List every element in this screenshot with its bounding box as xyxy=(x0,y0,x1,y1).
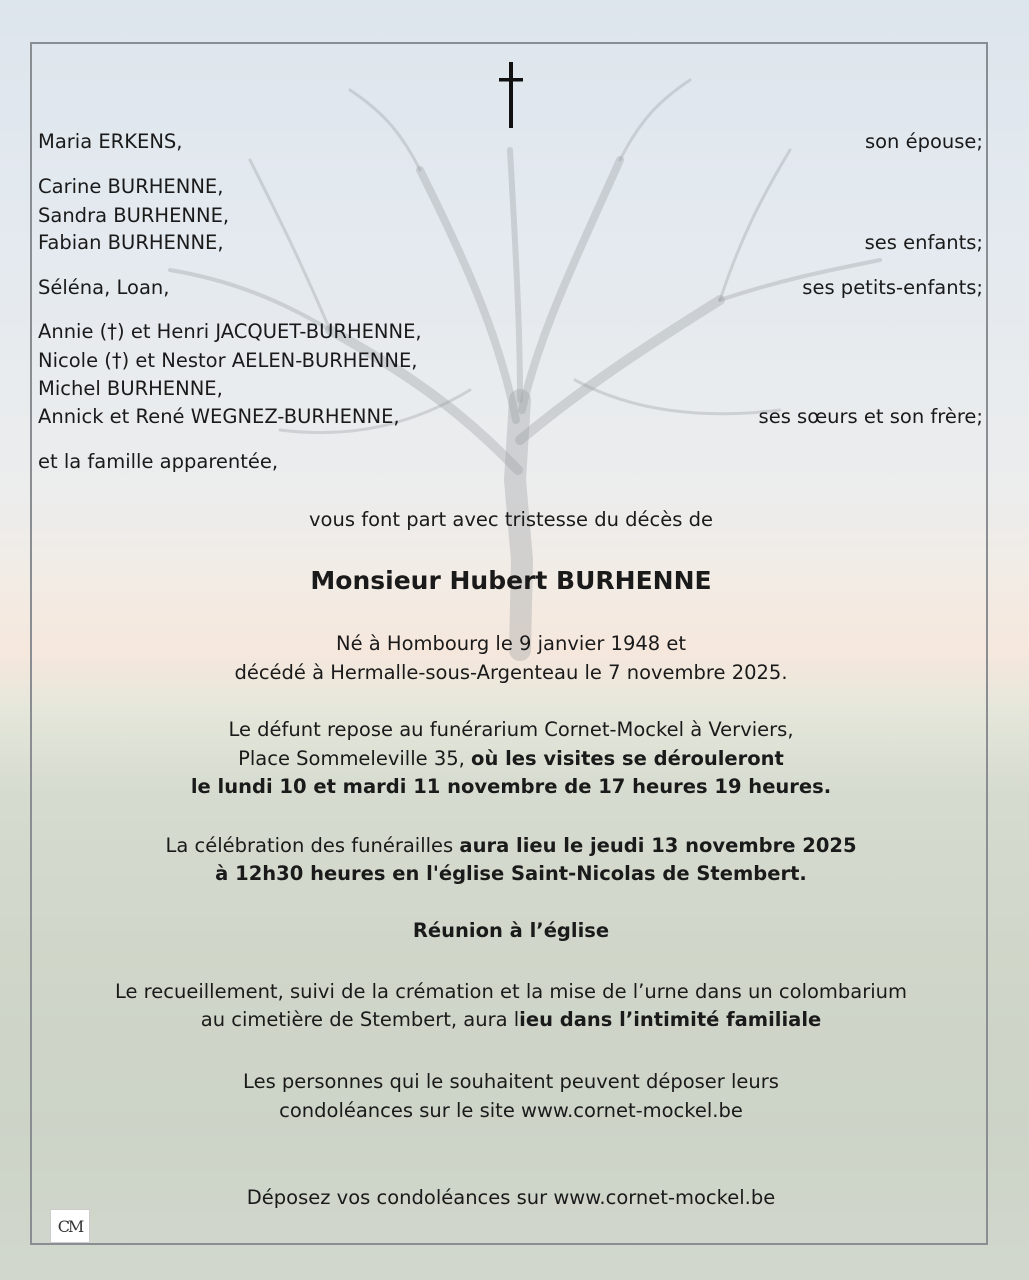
sibling-name-3: Michel BURHENNE, xyxy=(38,377,223,400)
extended-family: et la famille apparentée, xyxy=(38,450,279,473)
visitation-line-1: Le défunt repose au funérarium Cornet-Mockel à Verviers, xyxy=(228,718,794,741)
funeral-time-place: à 12h30 heures en l'église Saint-Nicolas de Stembert. xyxy=(215,862,807,885)
spouse-name: Maria ERKENS, xyxy=(38,130,183,153)
announcement-intro: vous font part avec tristesse du décès de xyxy=(309,508,713,531)
grandchildren-names: Séléna, Loan, xyxy=(38,276,170,299)
child-name-3: Fabian BURHENNE, xyxy=(38,231,224,254)
funeral-date: aura lieu le jeudi 13 novembre 2025 xyxy=(459,834,857,857)
visitation-line-2 xyxy=(30,747,992,770)
footer-condolences-link[interactable]: Déposez vos condoléances sur www.cornet-mockel.be xyxy=(246,1186,776,1209)
visitation-note: où les visites se dérouleront xyxy=(471,747,784,770)
child-name-2: Sandra BURHENNE, xyxy=(38,204,230,227)
deceased-name: Monsieur Hubert BURHENNE xyxy=(310,566,712,595)
sibling-name-4: Annick et René WEGNEZ-BURHENNE, xyxy=(38,405,400,428)
child-name-1: Carine BURHENNE, xyxy=(38,175,224,198)
grandchildren-row xyxy=(38,276,983,299)
cremation-place: au cimetière de Stembert, aura l xyxy=(200,1008,520,1031)
death-line: décédé à Hermalle-sous-Argenteau le 7 novembre 2025. xyxy=(234,661,788,684)
spouse-relation: son épouse; xyxy=(864,130,983,153)
sibling-name-2: Nicole (†) et Nestor AELEN-BURHENNE, xyxy=(38,349,418,372)
funeral-line-1 xyxy=(30,834,992,857)
cremation-line-1: Le recueillement, suivi de la crémation et la mise de l’urne dans un colombarium xyxy=(114,980,908,1003)
children-row xyxy=(38,231,983,254)
grandchildren-relation: ses petits-enfants; xyxy=(802,276,983,299)
children-relation: ses enfants; xyxy=(864,231,983,254)
visitation-schedule: le lundi 10 et mardi 11 novembre de 17 heures 19 heures. xyxy=(190,775,832,798)
sibling-name-1: Annie (†) et Henri JACQUET-BURHENNE, xyxy=(38,320,422,343)
condolences-line-2: condoléances sur le site www.cornet-mockel.be xyxy=(279,1099,743,1122)
siblings-relation: ses sœurs et son frère; xyxy=(758,405,983,428)
cornet-mockel-logo: CM xyxy=(50,1209,90,1243)
cross-icon xyxy=(495,62,527,128)
cremation-private: ieu dans l’intimité familiale xyxy=(519,1008,822,1031)
cremation-line-2 xyxy=(30,1008,992,1031)
spouse-row xyxy=(38,130,983,153)
condolences-line-1: Les personnes qui le souhaitent peuvent déposer leurs xyxy=(243,1070,779,1093)
visitation-address: Place Sommeleville 35, xyxy=(238,747,472,770)
funeral-intro: La célébration des funérailles xyxy=(165,834,460,857)
reunion-note: Réunion à l’église xyxy=(412,919,610,942)
birth-line: Né à Hombourg le 9 janvier 1948 et xyxy=(335,632,687,655)
siblings-row xyxy=(38,405,983,428)
